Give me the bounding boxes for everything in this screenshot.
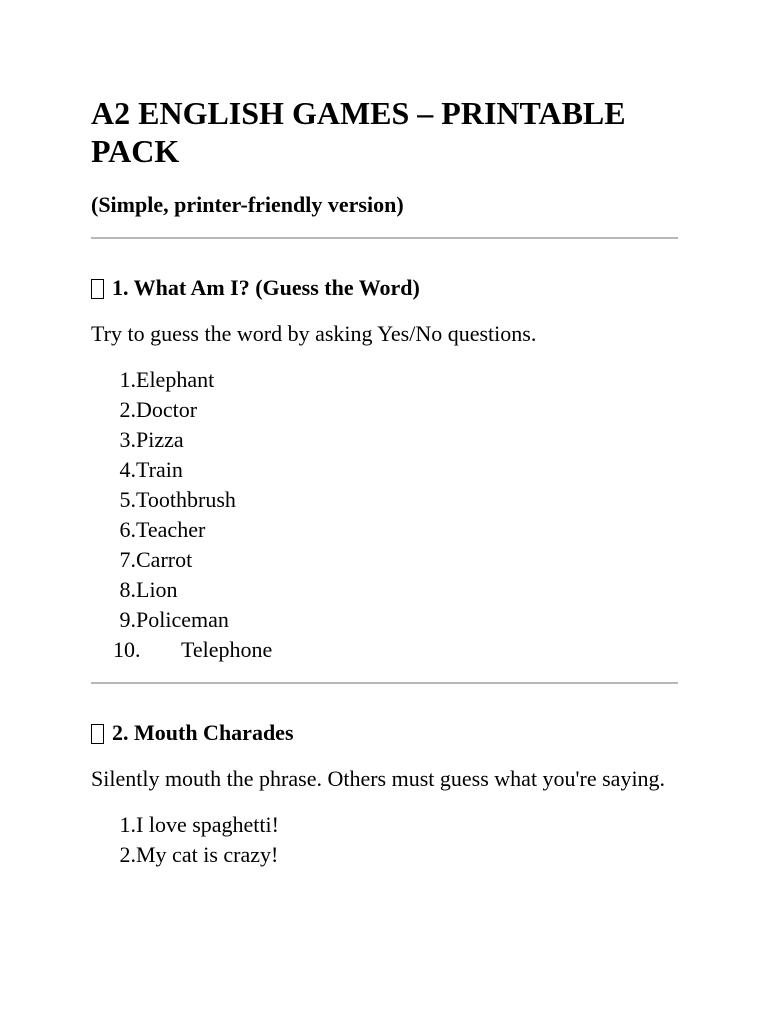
list-item-text: I love spaghetti! bbox=[136, 812, 279, 837]
list-item-text: Doctor bbox=[136, 397, 198, 422]
list-item-number: 1. bbox=[119, 812, 136, 837]
section-heading-text: 2. Mouth Charades bbox=[112, 720, 294, 745]
section-heading bbox=[91, 275, 678, 301]
document-subtitle: (Simple, printer-friendly version) bbox=[91, 192, 404, 217]
list-item bbox=[91, 810, 678, 840]
list-item-text: Elephant bbox=[136, 367, 215, 392]
divider bbox=[91, 237, 678, 239]
section-description: Silently mouth the phrase. Others must guess what you're saying. bbox=[91, 766, 666, 791]
list-item-number: 6. bbox=[119, 517, 136, 542]
word-list bbox=[91, 365, 678, 665]
document-page bbox=[91, 94, 678, 870]
section-heading-text: 1. What Am I? (Guess the Word) bbox=[112, 275, 420, 300]
list-item bbox=[91, 395, 678, 425]
list-item-text: Telephone bbox=[181, 637, 273, 662]
list-item bbox=[91, 425, 678, 455]
list-item-text: Teacher bbox=[136, 517, 206, 542]
list-item-text: Pizza bbox=[136, 427, 184, 452]
list-item-text: Train bbox=[136, 457, 183, 482]
list-item bbox=[91, 605, 678, 635]
list-item bbox=[91, 485, 678, 515]
list-item-text: Carrot bbox=[136, 547, 193, 572]
missing-glyph-box-icon bbox=[91, 279, 104, 299]
list-item bbox=[91, 365, 678, 395]
list-item-number: 1. bbox=[119, 367, 136, 392]
list-item bbox=[91, 515, 678, 545]
section-heading bbox=[91, 720, 678, 746]
list-item-text: Policeman bbox=[136, 607, 229, 632]
list-item-number: 9. bbox=[119, 607, 136, 632]
list-item bbox=[91, 575, 678, 605]
list-item-number: 2. bbox=[119, 842, 136, 867]
section-what-am-i bbox=[91, 275, 678, 665]
list-item-text: Toothbrush bbox=[136, 487, 236, 512]
phrase-list bbox=[91, 810, 678, 870]
list-item bbox=[91, 840, 678, 870]
list-item-number: 10. bbox=[113, 637, 141, 662]
list-item-text: My cat is crazy! bbox=[136, 842, 279, 867]
list-item-number: 5. bbox=[119, 487, 136, 512]
list-item-number: 3. bbox=[119, 427, 136, 452]
list-item-number: 2. bbox=[119, 397, 136, 422]
list-item bbox=[91, 635, 678, 665]
list-item bbox=[91, 455, 678, 485]
list-item-number: 4. bbox=[119, 457, 136, 482]
list-item-text: Lion bbox=[136, 577, 178, 602]
document-title: A2 ENGLISH GAMES – PRINTABLE PACK bbox=[91, 95, 626, 169]
divider bbox=[91, 682, 678, 684]
list-item-number: 7. bbox=[119, 547, 136, 572]
section-mouth-charades bbox=[91, 720, 678, 870]
missing-glyph-box-icon bbox=[91, 724, 104, 744]
section-description: Try to guess the word by asking Yes/No questions. bbox=[91, 321, 537, 346]
list-item bbox=[91, 545, 678, 575]
list-item-number: 8. bbox=[119, 577, 136, 602]
